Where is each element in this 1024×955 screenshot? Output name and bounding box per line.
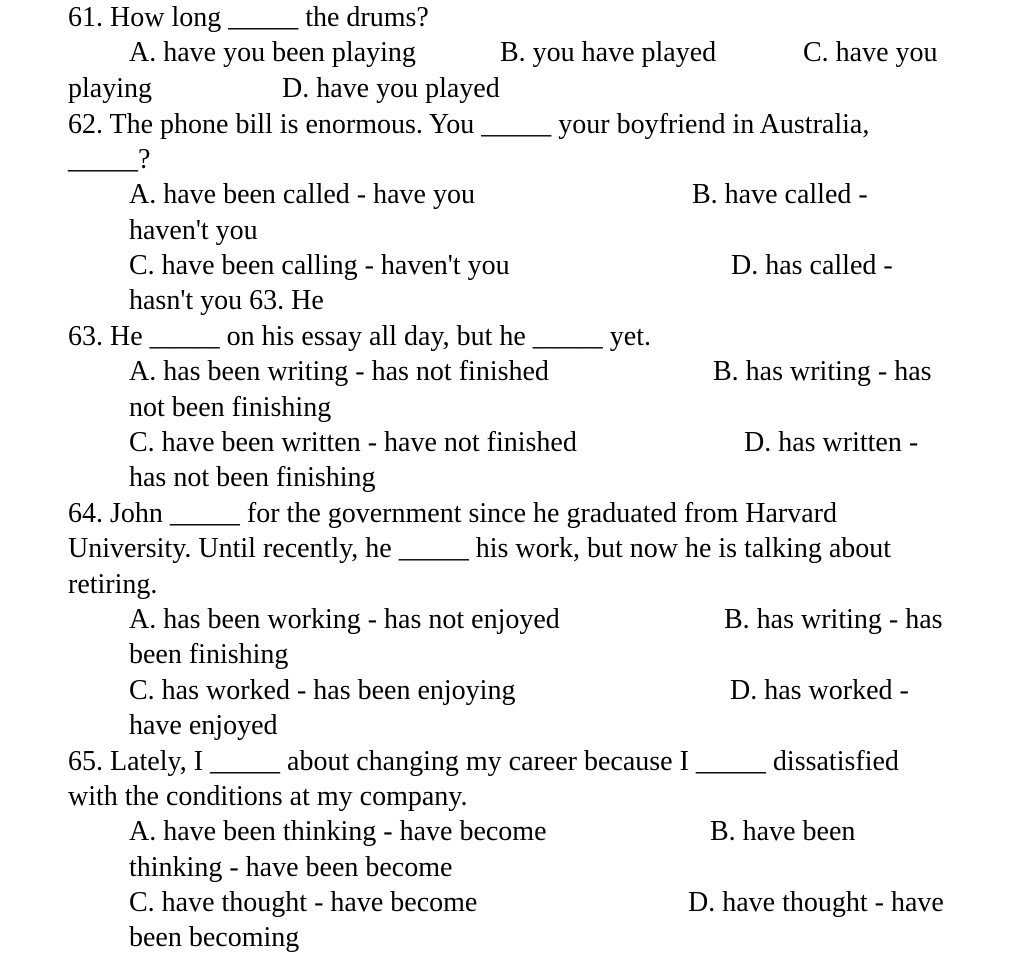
q65-option-c: C. have thought - have become xyxy=(129,887,478,918)
q65-option-d-cont: been becoming xyxy=(129,922,300,953)
q61-option-b: B. you have played xyxy=(500,37,717,68)
q65-option-b: B. have been xyxy=(710,816,856,847)
q61-option-a: A. have you been playing xyxy=(129,37,416,68)
q65-stem-cont: with the conditions at my company. xyxy=(68,781,468,812)
q62-option-d-cont: hasn't you 63. He xyxy=(129,285,324,316)
q62-option-d: D. has called - xyxy=(731,250,893,281)
q63-option-d: D. has written - xyxy=(744,427,919,458)
q61-option-c-cont: playing xyxy=(68,73,152,104)
q61-option-d: D. have you played xyxy=(282,73,500,104)
q64-option-b-cont: been finishing xyxy=(129,639,289,670)
q65-option-b-cont: thinking - have been become xyxy=(129,852,453,883)
q64-option-a: A. has been working - has not enjoyed xyxy=(129,604,560,635)
q63-option-d-cont: has not been finishing xyxy=(129,462,376,493)
q63-option-a: A. has been writing - has not finished xyxy=(129,356,549,387)
q65-option-d: D. have thought - have xyxy=(688,887,944,918)
q64-option-d: D. has worked - xyxy=(730,675,909,706)
q64-option-c: C. has worked - has been enjoying xyxy=(129,675,516,706)
q63-option-c: C. have been written - have not finished xyxy=(129,427,577,458)
q62-option-c: C. have been calling - haven't you xyxy=(129,250,510,281)
q61-option-c: C. have you xyxy=(803,37,938,68)
q64-option-b: B. has writing - has xyxy=(724,604,943,635)
q64-stem-cont: University. Until recently, he _____ his work, but now he is talking about xyxy=(68,533,892,564)
q65-stem: 65. Lately, I _____ about changing my career because I _____ dissatisfied xyxy=(68,746,899,777)
q64-option-d-cont: have enjoyed xyxy=(129,710,278,741)
q63-option-b-cont: not been finishing xyxy=(129,392,332,423)
q65-option-a: A. have been thinking - have become xyxy=(129,816,547,847)
q62-option-b-cont: haven't you xyxy=(129,215,258,246)
q63-stem: 63. He _____ on his essay all day, but he _____ yet. xyxy=(68,321,651,352)
q61-stem: 61. How long _____ the drums? xyxy=(68,2,429,33)
q64-stem-cont-2: retiring. xyxy=(68,569,158,600)
q62-stem: 62. The phone bill is enormous. You _____ your boyfriend in Australia, xyxy=(68,109,870,140)
q64-stem: 64. John _____ for the government since he graduated from Harvard xyxy=(68,498,837,529)
q62-option-b: B. have called - xyxy=(692,179,868,210)
q62-stem-cont: _____? xyxy=(68,144,151,175)
q63-option-b: B. has writing - has xyxy=(713,356,932,387)
q62-option-a: A. have been called - have you xyxy=(129,179,475,210)
